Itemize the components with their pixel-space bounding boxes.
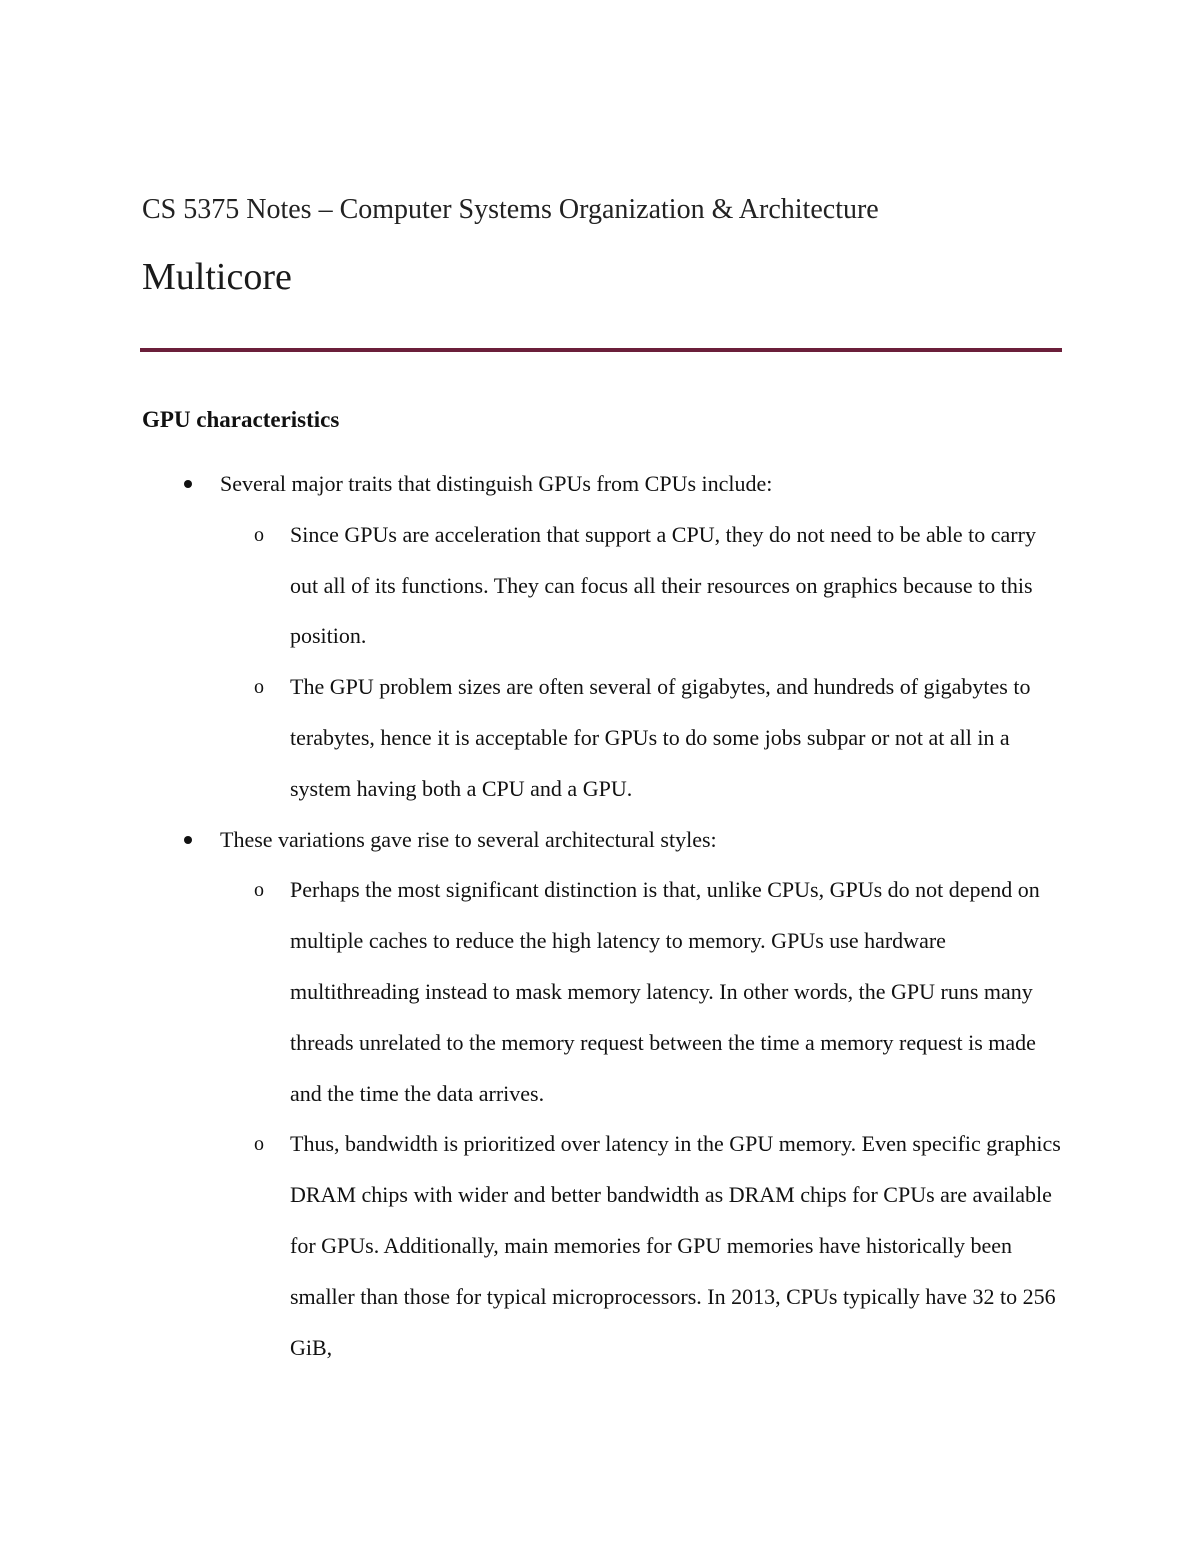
- section-heading: GPU characteristics: [142, 407, 340, 432]
- sub-bullet-text: Perhaps the most significant distinction is that, unlike CPUs, GPUs do not depend on multiple caches to reduce the high latency to memory. GPUs use hardware multithreading instead to mask memory latency. In other words, the GPU runs many threads unrelated to the memory request between the time a memory request is made and the time the data arrives.: [290, 877, 1040, 1106]
- sub-bullet-list: [220, 510, 1062, 815]
- bullet-dot-icon: [184, 480, 192, 488]
- course-header: CS 5375 Notes – Computer Systems Organization & Architecture: [142, 194, 879, 225]
- bullet-list: [142, 459, 1062, 1373]
- sub-bullet-item: [219, 1119, 1062, 1373]
- sub-bullet-text: Thus, bandwidth is prioritized over latency in the GPU memory. Even specific graphics DRAM chips with wider and better bandwidth as DRAM chips for CPUs are available for GPUs. Additionally, main memories for GPU memories have historically been smaller than those for typical microprocessors. In 2013, CPUs typically have 32 to 256 GiB,: [290, 1131, 1061, 1360]
- hollow-bullet-icon: o: [254, 523, 264, 546]
- sub-bullet-item: [219, 510, 1062, 662]
- bullet-text: Several major traits that distinguish GPUs from CPUs include:: [220, 471, 773, 496]
- sub-bullet-item: [219, 662, 1062, 814]
- hollow-bullet-icon: o: [254, 1133, 264, 1156]
- sub-bullet-text: Since GPUs are acceleration that support a CPU, they do not need to be able to carry out all of its functions. They can focus all their resources on graphics because to this position.: [290, 521, 1036, 649]
- hollow-bullet-icon: o: [254, 676, 264, 699]
- page-title: Multicore: [142, 256, 292, 298]
- bullet-text: These variations gave rise to several architectural styles:: [220, 826, 717, 852]
- title-divider: [140, 348, 1062, 352]
- bullet-dot-icon: [184, 836, 192, 844]
- sub-bullet-list: [220, 865, 1062, 1373]
- bullet-item: [142, 815, 1062, 1374]
- sub-bullet-text: The GPU problem sizes are often several of gigabytes, and hundreds of gigabytes to terabytes, hence it is acceptable for GPUs to do some jobs subpar or not at all in a system having both a CPU and a GPU.: [290, 674, 1031, 801]
- sub-bullet-item: [219, 865, 1062, 1119]
- bullet-item: [142, 459, 1062, 815]
- hollow-bullet-icon: o: [254, 879, 264, 902]
